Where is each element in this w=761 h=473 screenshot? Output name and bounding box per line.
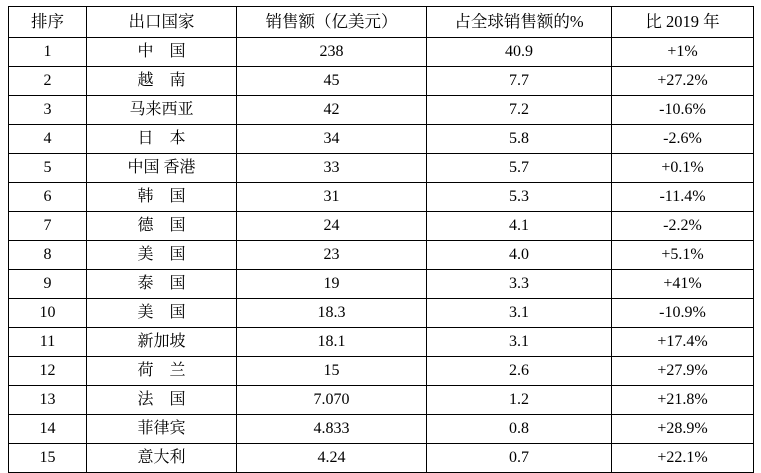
cell-rank: 6 [9, 183, 87, 212]
cell-yoy: +28.9% [612, 415, 754, 444]
cell-rank: 13 [9, 386, 87, 415]
cell-country: 荷 兰 [87, 357, 237, 386]
table-header-row [9, 7, 754, 38]
cell-rank: 9 [9, 270, 87, 299]
cell-rank: 14 [9, 415, 87, 444]
export-countries-table [8, 6, 754, 473]
cell-sales: 23 [237, 241, 427, 270]
cell-rank: 3 [9, 96, 87, 125]
cell-country: 菲律宾 [87, 415, 237, 444]
table-row [9, 270, 754, 299]
cell-yoy: +22.1% [612, 444, 754, 473]
table-row [9, 415, 754, 444]
cell-sales: 24 [237, 212, 427, 241]
table-row [9, 328, 754, 357]
cell-sales: 4.24 [237, 444, 427, 473]
column-header-rank: 排序 [9, 7, 87, 38]
cell-share: 5.3 [427, 183, 612, 212]
column-header-share: 占全球销售额的% [427, 7, 612, 38]
cell-share: 7.2 [427, 96, 612, 125]
cell-yoy: +41% [612, 270, 754, 299]
cell-rank: 1 [9, 38, 87, 67]
cell-sales: 18.3 [237, 299, 427, 328]
cell-sales: 18.1 [237, 328, 427, 357]
cell-rank: 8 [9, 241, 87, 270]
cell-yoy: +27.9% [612, 357, 754, 386]
cell-sales: 31 [237, 183, 427, 212]
cell-yoy: -11.4% [612, 183, 754, 212]
cell-country: 法 国 [87, 386, 237, 415]
cell-yoy: +17.4% [612, 328, 754, 357]
cell-country: 马来西亚 [87, 96, 237, 125]
table-row [9, 96, 754, 125]
table-row [9, 38, 754, 67]
cell-rank: 15 [9, 444, 87, 473]
cell-sales: 238 [237, 38, 427, 67]
cell-share: 0.8 [427, 415, 612, 444]
cell-country: 新加坡 [87, 328, 237, 357]
cell-share: 40.9 [427, 38, 612, 67]
cell-country: 日 本 [87, 125, 237, 154]
column-header-yoy: 比 2019 年 [612, 7, 754, 38]
cell-yoy: -2.6% [612, 125, 754, 154]
cell-rank: 10 [9, 299, 87, 328]
cell-share: 3.1 [427, 328, 612, 357]
cell-share: 0.7 [427, 444, 612, 473]
table-row [9, 154, 754, 183]
cell-country: 美 国 [87, 241, 237, 270]
table-row [9, 125, 754, 154]
cell-yoy: +0.1% [612, 154, 754, 183]
cell-rank: 11 [9, 328, 87, 357]
cell-country: 德 国 [87, 212, 237, 241]
table-row [9, 67, 754, 96]
cell-share: 7.7 [427, 67, 612, 96]
cell-country: 中 国 [87, 38, 237, 67]
cell-sales: 45 [237, 67, 427, 96]
cell-yoy: +21.8% [612, 386, 754, 415]
table-row [9, 386, 754, 415]
table-row [9, 357, 754, 386]
column-header-country: 出口国家 [87, 7, 237, 38]
cell-sales: 4.833 [237, 415, 427, 444]
cell-rank: 4 [9, 125, 87, 154]
cell-yoy: -10.9% [612, 299, 754, 328]
cell-sales: 42 [237, 96, 427, 125]
column-header-sales: 销售额（亿美元） [237, 7, 427, 38]
cell-rank: 7 [9, 212, 87, 241]
cell-sales: 15 [237, 357, 427, 386]
cell-share: 5.7 [427, 154, 612, 183]
cell-share: 3.3 [427, 270, 612, 299]
table-row [9, 183, 754, 212]
cell-sales: 19 [237, 270, 427, 299]
cell-rank: 12 [9, 357, 87, 386]
cell-country: 泰 国 [87, 270, 237, 299]
cell-country: 美 国 [87, 299, 237, 328]
cell-yoy: +27.2% [612, 67, 754, 96]
cell-yoy: +5.1% [612, 241, 754, 270]
cell-sales: 7.070 [237, 386, 427, 415]
table-row [9, 212, 754, 241]
cell-share: 2.6 [427, 357, 612, 386]
cell-sales: 33 [237, 154, 427, 183]
cell-share: 1.2 [427, 386, 612, 415]
cell-share: 4.0 [427, 241, 612, 270]
table-row [9, 444, 754, 473]
cell-sales: 34 [237, 125, 427, 154]
table-row [9, 241, 754, 270]
cell-share: 4.1 [427, 212, 612, 241]
table-row [9, 299, 754, 328]
cell-country: 越 南 [87, 67, 237, 96]
cell-rank: 2 [9, 67, 87, 96]
cell-yoy: -10.6% [612, 96, 754, 125]
cell-country: 韩 国 [87, 183, 237, 212]
cell-share: 3.1 [427, 299, 612, 328]
cell-share: 5.8 [427, 125, 612, 154]
cell-yoy: +1% [612, 38, 754, 67]
cell-country: 中国 香港 [87, 154, 237, 183]
cell-rank: 5 [9, 154, 87, 183]
cell-country: 意大利 [87, 444, 237, 473]
cell-yoy: -2.2% [612, 212, 754, 241]
